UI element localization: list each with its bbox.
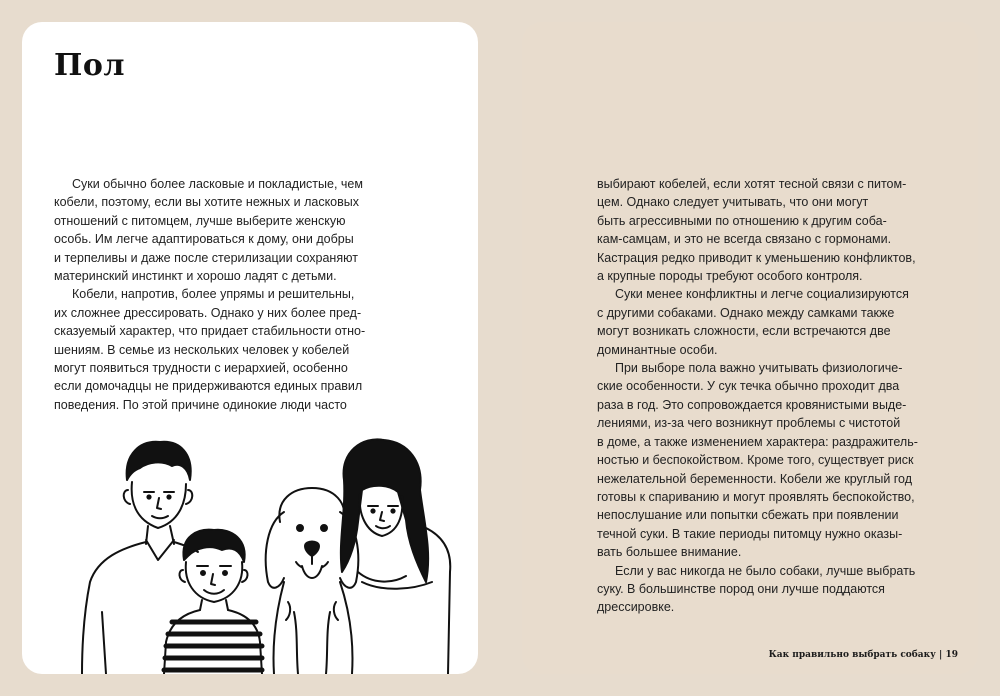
text-line: нежелательной беременности. Кобели же круглый год <box>597 471 913 486</box>
page-footer <box>769 650 958 660</box>
text-line: могут возникать сложности, если встречаются две <box>597 324 891 339</box>
text-line: особь. Им легче адаптироваться к дому, они добры <box>54 232 354 247</box>
text-line: их сложнее дрессировать. Однако у них более пред- <box>54 305 362 320</box>
text-line: кам-самцам, и это не всегда связано с гормонами. <box>597 232 892 247</box>
text-line: шениям. В семье из нескольких человек у кобелей <box>54 342 350 357</box>
woman-figure <box>341 439 450 674</box>
text-line: выбирают кобелей, если хотят тесной связи с питом- <box>597 177 907 191</box>
right-body-text <box>597 175 957 617</box>
text-line: дрессировке. <box>597 600 675 615</box>
text-line: с другими собаками. Однако между самками также <box>597 305 895 320</box>
text-line: вать большее внимание. <box>597 545 742 560</box>
page-title: Пол <box>54 48 125 83</box>
text-line: кобели, поэтому, если вы хотите нежных и ласковых <box>54 195 360 210</box>
text-line: ские особенности. У сук течка обычно проходит два <box>597 379 900 394</box>
footer-separator: | <box>939 650 943 660</box>
text-line: суку. В большинстве пород они лучше поддаются <box>597 581 885 596</box>
family-with-dog-illustration <box>62 432 452 674</box>
left-body-text <box>54 175 434 414</box>
boy-figure <box>164 530 262 674</box>
right-page <box>522 22 978 674</box>
text-line: непослушание или попытки сбежать при появлении <box>597 508 899 523</box>
text-line: При выборе пола важно учитывать физиологиче- <box>615 361 903 376</box>
text-line: течной суки. В такие периоды питомцу нужно оказы- <box>597 526 903 541</box>
running-title: Как правильно выбрать собаку <box>768 650 936 660</box>
text-line: Кастрация редко приводит к уменьшению конфликтов, <box>597 250 916 265</box>
text-line: в доме, а также изменением характера: раздражитель- <box>597 434 918 449</box>
text-line: поведения. По этой причине одинокие люди часто <box>54 397 347 412</box>
text-line: Кобели, напротив, более упрямы и решительны, <box>72 287 355 302</box>
text-line: доминантные особи. <box>597 342 718 357</box>
text-line: отношений с питомцем, лучше выберите женскую <box>54 213 346 228</box>
text-line: раза в год. Это сопровождается кровянистыми выде- <box>597 397 907 412</box>
text-line: материнский инстинкт и хорошо ладят с детьми. <box>54 269 337 284</box>
text-line: если домочадцы не придерживаются единых правил <box>54 379 363 394</box>
text-line: могут появиться трудности с иерархией, особенно <box>54 361 348 376</box>
text-line: сказуемый характер, что придает стабильности отно- <box>54 324 366 339</box>
text-line: и терпеливы и даже после стерилизации сохраняют <box>54 250 358 265</box>
text-line: Суки обычно более ласковые и покладистые, чем <box>72 177 363 191</box>
text-line: а крупные породы требуют особого контроля. <box>597 269 863 284</box>
text-line: лениями, из-за чего возникнут проблемы с чистотой <box>597 416 901 431</box>
text-line: ностью и беспокойством. Кроме того, существует риск <box>597 453 914 468</box>
text-line: Если у вас никогда не было собаки, лучше выбрать <box>615 563 916 578</box>
text-line: Суки менее конфликтны и легче социализируются <box>615 287 909 302</box>
text-line: цем. Однако следует учитывать, что они могут <box>597 195 869 210</box>
text-line: быть агрессивными по отношению к другим соба- <box>597 213 887 228</box>
man-figure <box>82 442 198 674</box>
text-line: готовы к спариванию и могут проявлять беспокойство, <box>597 489 915 504</box>
left-page <box>22 22 478 674</box>
page-number: 19 <box>945 650 958 660</box>
